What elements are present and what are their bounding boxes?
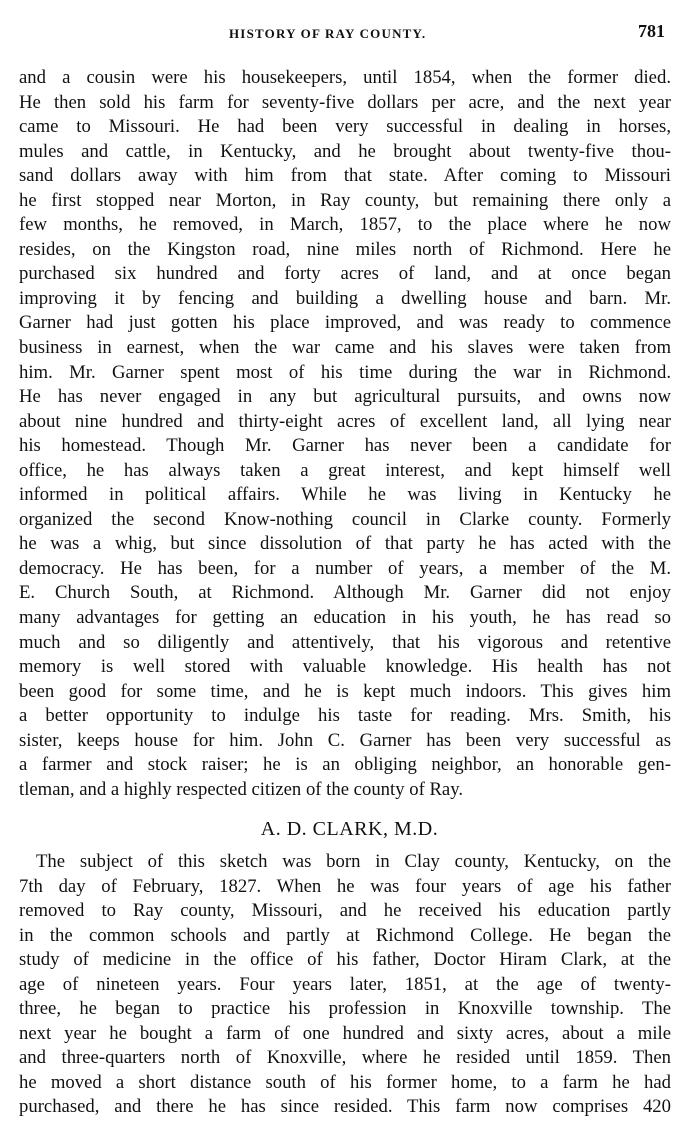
- text-line: organized the second Know-nothing council in Clarke county. Formerly: [19, 508, 671, 530]
- text-line: improving it by fencing and building a dwelling house and barn. Mr.: [19, 287, 671, 309]
- text-line: been good for some time, and he is kept much indoors. This gives him: [19, 680, 671, 702]
- text-line: purchased six hundred and forty acres of land, and at once began: [19, 263, 671, 285]
- text-line: and three-quarters north of Knoxville, where he resided until 1859. Then: [19, 1047, 671, 1069]
- text-line: office, he has always taken a great interest, and kept himself well: [19, 459, 671, 481]
- text-line: about nine hundred and thirty-eight acres of excellent land, all lying near: [19, 410, 671, 432]
- text-line: memory is well stored with valuable knowledge. His health has not: [19, 656, 671, 678]
- text-line: business in earnest, when the war came and his slaves were taken from: [19, 337, 671, 359]
- text-line: few months, he removed, in March, 1857, to the place where he now: [19, 214, 671, 236]
- text-line: his homestead. Though Mr. Garner has never been a candidate for: [19, 435, 671, 457]
- text-line: democracy. He has been, for a number of years, a member of the M.: [19, 557, 671, 579]
- text-line: three, he began to practice his profession in Knoxville township. The: [19, 998, 671, 1020]
- text-line: age of nineteen years. Four years later, 1851, at the age of twenty-: [19, 973, 671, 995]
- text-line: and a cousin were his housekeepers, until 1854, when the former died.: [19, 67, 671, 88]
- text-line: Garner had just gotten his place improved, and was ready to commence: [19, 312, 671, 334]
- text-line: 7th day of February, 1827. When he was four years of age his father: [19, 875, 671, 897]
- text-line: a better opportunity to indulge his taste for reading. Mrs. Smith, his: [19, 705, 671, 727]
- page-number: 781: [638, 21, 665, 41]
- text-line: sister, keeps house for him. John C. Garner has been very successful as: [19, 729, 671, 751]
- text-line: mules and cattle, in Kentucky, and he brought about twenty-five thou-: [19, 140, 671, 162]
- text-line: next year he bought a farm of one hundred and sixty acres, about a mile: [19, 1022, 671, 1044]
- text-line: sand dollars away with him from that state. After coming to Missouri: [19, 165, 671, 187]
- text-line: tleman, and a highly respected citizen of the county of Ray.: [19, 778, 464, 800]
- garner-biography-paragraph: [19, 66, 671, 802]
- text-line: in the common schools and partly at Richmond College. He began the: [19, 924, 671, 946]
- text-line: removed to Ray county, Missouri, and he received his education partly: [19, 900, 671, 922]
- text-line: him. Mr. Garner spent most of his time during the war in Richmond.: [19, 361, 671, 383]
- text-line: much and so diligently and attentively, that his vigorous and retentive: [19, 631, 671, 653]
- text-line: resides, on the Kingston road, nine miles north of Richmond. Here he: [19, 238, 671, 260]
- text-line: He has never engaged in any but agricultural pursuits, and owns now: [19, 386, 671, 408]
- text-line: many advantages for getting an education in his youth, he has read so: [19, 607, 671, 629]
- text-line: purchased, and there he has since resided. This farm now comprises 420: [19, 1096, 671, 1118]
- clark-biography-paragraph: [19, 850, 671, 1120]
- text-line: came to Missouri. He had been very successful in dealing in horses,: [19, 116, 671, 138]
- text-line: he first stopped near Morton, in Ray county, but remaining there only a: [19, 189, 671, 211]
- text-line: informed in political affairs. While he was living in Kentucky he: [19, 484, 671, 506]
- text-line: He then sold his farm for seventy-five dollars per acre, and the next year: [19, 91, 671, 113]
- section-heading: A. D. CLARK, M.D.: [260, 818, 439, 840]
- text-line: he moved a short distance south of his former home, to a farm he had: [19, 1071, 671, 1093]
- text-line: a farmer and stock raiser; he is an obliging neighbor, an honorable gen-: [19, 754, 671, 776]
- text-line: The subject of this sketch was born in Clay county, Kentucky, on the: [36, 851, 671, 872]
- text-line: study of medicine in the office of his father, Doctor Hiram Clark, at the: [19, 949, 671, 971]
- text-line: E. Church South, at Richmond. Although Mr. Garner did not enjoy: [19, 582, 671, 604]
- text-line: he was a whig, but since dissolution of that party he has acted with the: [19, 533, 671, 555]
- running-title: HISTORY OF RAY COUNTY.: [229, 26, 427, 41]
